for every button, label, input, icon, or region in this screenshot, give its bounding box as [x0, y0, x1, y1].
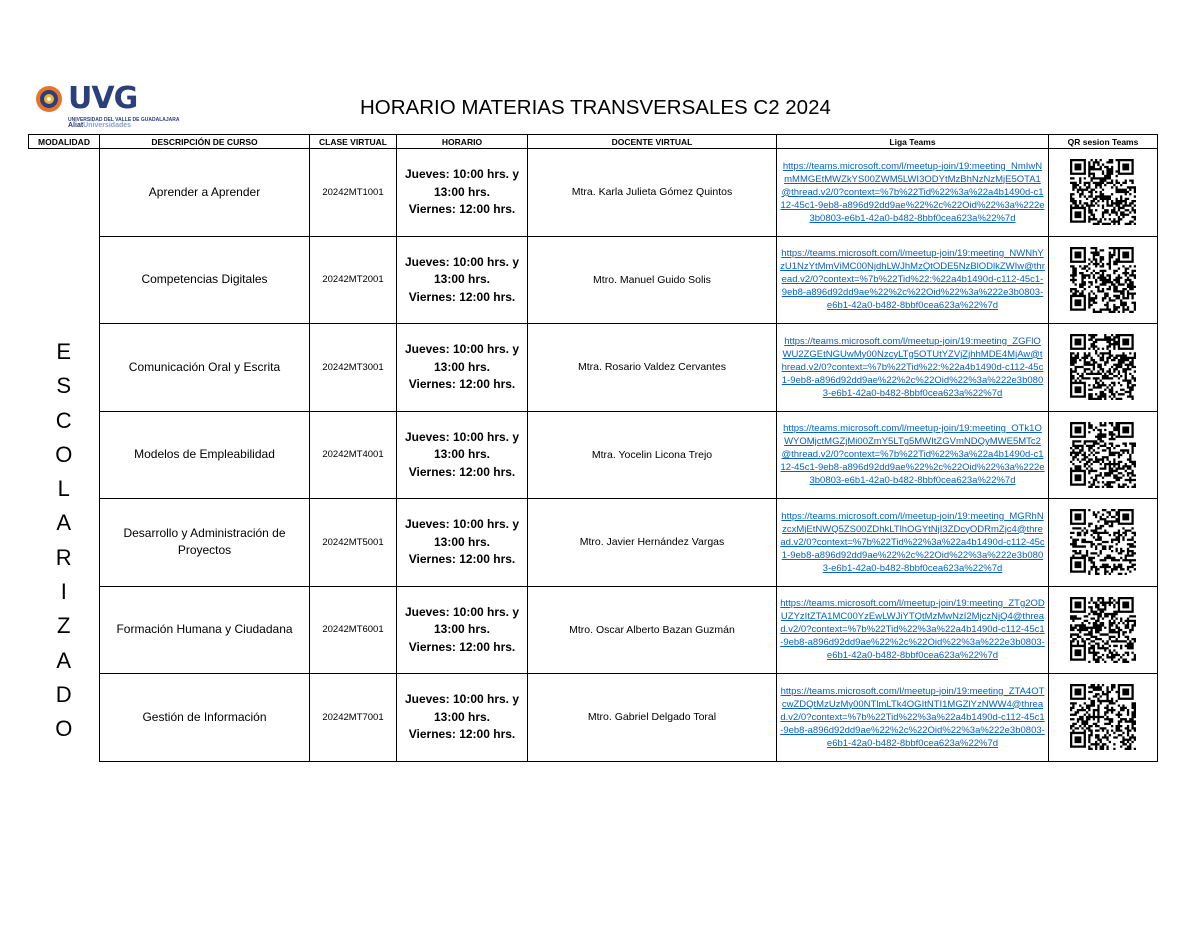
- schedule-line2: 13:00 hrs.: [433, 447, 491, 461]
- table-row: [29, 324, 1158, 412]
- qr-code-icon: [1070, 247, 1136, 313]
- teacher-name: Mtra. Rosario Valdez Cervantes: [528, 324, 777, 412]
- modalidad-letter: D: [55, 681, 72, 707]
- schedule-line3: Viernes: 12:00 hrs.: [408, 639, 516, 654]
- schedule-line3: Viernes: 12:00 hrs.: [408, 464, 516, 479]
- teacher-name: Mtra. Karla Julieta Gómez Quintos: [528, 149, 777, 237]
- header-row: [29, 135, 1158, 149]
- teams-link[interactable]: https://teams.microsoft.com/l/meetup-join/19:meeting_NWNhYzU1NzYtMmViMC00NjdhLWJhMzQtODE5NzBlODlkZWIw@thread.v2/0?context=%7b%22Tid%22:%22a4b1490d-c112-45c1-9eb8-a896d92dd9ae%22%2c%22Oid%22%3a%222e3b0803-e6b1-42a0-b482-8bbf0cea623a%22%7d: [780, 248, 1045, 312]
- schedule-line3: Viernes: 12:00 hrs.: [408, 289, 516, 304]
- qr-cell: [1049, 149, 1158, 237]
- teams-link-cell: [777, 499, 1049, 587]
- teams-link-cell: [777, 411, 1049, 499]
- schedule-line3: Viernes: 12:00 hrs.: [408, 552, 516, 566]
- course-name: Comunicación Oral y Escrita: [100, 324, 310, 412]
- header-descripcion: DESCRIPCIÓN DE CURSO: [100, 135, 310, 149]
- modalidad-letter: I: [60, 579, 67, 605]
- modalidad-letter: O: [55, 441, 73, 467]
- teams-link-cell: [777, 674, 1049, 762]
- qr-cell: [1049, 236, 1158, 324]
- schedule-line3: Viernes: 12:00 hrs.: [408, 202, 516, 216]
- schedule-line1: Jueves: 10:00 hrs. y: [404, 254, 520, 269]
- schedule-line1: Jueves: 10:00 hrs. y: [404, 517, 520, 531]
- modalidad-vertical-text: [29, 149, 100, 747]
- qr-code-icon: [1070, 597, 1136, 663]
- schedule-line1: Jueves: 10:00 hrs. y: [404, 342, 520, 356]
- qr-code-icon: [1070, 422, 1136, 488]
- schedule-cell: [397, 586, 528, 674]
- schedule-cell: [397, 324, 528, 412]
- header-qr: QR sesion Teams: [1049, 135, 1158, 149]
- modalidad-letter: Z: [57, 613, 71, 639]
- modalidad-letter: A: [56, 510, 72, 536]
- qr-cell: [1049, 674, 1158, 762]
- header-modalidad: MODALIDAD: [29, 135, 100, 149]
- modalidad-letter: R: [55, 544, 72, 570]
- teams-link-cell: [777, 149, 1049, 237]
- teams-link[interactable]: https://teams.microsoft.com/l/meetup-join/19:meeting_MGRhNzcxMjEtNWQ5ZS00ZDhkLTlhOGYtNjI3ZDcyODRmZjc4@thread.v2/0?context=%7b%22Tid%22%3a%22a4b1490d-c112-45c1-9eb8-a896d92dd9ae%22%2c%22Oid%22%3a%222e3b0803-e6b1-42a0-b482-8bbf0cea623a%22%7d: [780, 510, 1045, 574]
- teams-link[interactable]: https://teams.microsoft.com/l/meetup-join/19:meeting_ZTg2ODUZYzItZTA1MC00YzEwLWJiYTQtMzMwNzI2MjczNjQ4@thread.v2/0?context=%7b%22Tid%22%3a%22a4b1490d-c112-45c1-9eb8-a896d92dd9ae%22%2c%22Oid%22%3a%222e3b0803-e6b1-42a0-b482-8bbf0cea623a%22%7d: [780, 598, 1045, 662]
- qr-code-icon: [1070, 509, 1136, 575]
- qr-cell: [1049, 324, 1158, 412]
- qr-cell: [1049, 586, 1158, 674]
- modalidad-letter: S: [56, 373, 72, 399]
- class-code: 20242MT2001: [310, 236, 397, 324]
- teams-link[interactable]: https://teams.microsoft.com/l/meetup-join/19:meeting_OTk1OWYOMjctMGZjMi00ZmY5LTg5MWItZGVmNDQyMWE5MTc2@thread.v2/0?context=%7b%22Tid%22%3a%22a4b1490d-c112-45c1-9eb8-a896d92dd9ae%22%2c%22Oid%22%3a%222e3b0803-e6b1-42a0-b482-8bbf0cea623a%22%7d: [780, 423, 1045, 487]
- logo-network: AliatUniversidades: [68, 122, 132, 129]
- schedule-cell: [397, 149, 528, 237]
- qr-code-icon: [1070, 334, 1136, 400]
- course-name: Desarrollo y Administración de Proyectos: [100, 499, 310, 587]
- modalidad-cell: [29, 149, 100, 762]
- teams-link[interactable]: https://teams.microsoft.com/l/meetup-join/19:meeting_NmIwNmMMGEtMWZkYS00ZWM5LWI3ODYtMzBhNzNzMjE5OTA1@thread.v2/0?context=%7b%22Tid%22%3a%22a4b1490d-c112-45c1-9eb8-a896d92dd9ae%22%2c%22Oid%22%3a%222e3b0803-e6b1-42a0-b482-8bbf0cea623a%22%7d: [780, 160, 1045, 224]
- course-name: Modelos de Empleabilidad: [100, 411, 310, 499]
- header-liga: Liga Teams: [777, 135, 1049, 149]
- qr-code-icon: [1070, 684, 1136, 750]
- table-row: [29, 586, 1158, 674]
- schedule-table: [28, 134, 1158, 762]
- teacher-name: Mtro. Oscar Alberto Bazan Guzmán: [528, 586, 777, 674]
- teams-link[interactable]: https://teams.microsoft.com/l/meetup-join/19:meeting_ZTA4OTcwZDQtMzUzMy00NTlmLTk4OGItNTI1MGZlYzNWW4@thread.v2/0?context=%7b%22Tid%22%3a%22a4b1490d-c112-45c1-9eb8-a896d92dd9ae%22%2c%22Oid%22%3a%222e3b0803-e6b1-42a0-b482-8bbf0cea623a%22%7d: [780, 685, 1045, 749]
- class-code: 20242MT3001: [310, 324, 397, 412]
- teams-link[interactable]: https://teams.microsoft.com/l/meetup-join/19:meeting_ZGFlOWU2ZGEtNGUwMy00NzcyLTg5OTUtYZVjZjhhMDE4MjAw@thread.v2/0?context=%7b%22Tid%22:%22a4b1490d-c112-45c1-9eb8-a896d92dd9ae%22%2c%22Oid%22%3a%222e3b0803-e6b1-42a0-b482-8bbf0cea623a%22%7d: [781, 335, 1044, 399]
- modalidad-letter: A: [56, 647, 72, 673]
- modalidad-letter: O: [55, 716, 73, 742]
- schedule-line2: 13:00 hrs.: [433, 709, 491, 724]
- table-row: [29, 149, 1158, 237]
- schedule-line1: Jueves: 10:00 hrs. y: [404, 604, 520, 619]
- class-code: 20242MT7001: [310, 674, 397, 762]
- schedule-line1: Jueves: 10:00 hrs. y: [404, 692, 520, 706]
- header-docente: DOCENTE VIRTUAL: [528, 135, 777, 149]
- course-name: Formación Humana y Ciudadana: [100, 586, 310, 674]
- qr-cell: [1049, 411, 1158, 499]
- qr-cell: [1049, 499, 1158, 587]
- schedule-line2: 13:00 hrs.: [433, 622, 491, 636]
- table-row: [29, 499, 1158, 587]
- class-code: 20242MT1001: [310, 149, 397, 237]
- modalidad-letter: C: [55, 407, 72, 433]
- schedule-cell: [397, 411, 528, 499]
- class-code: 20242MT5001: [310, 499, 397, 587]
- uvg-emblem-icon: [34, 84, 64, 114]
- teacher-name: Mtro. Gabriel Delgado Toral: [528, 674, 777, 762]
- schedule-line1: Jueves: 10:00 hrs. y: [404, 429, 520, 444]
- schedule-line2: 13:00 hrs.: [433, 272, 491, 286]
- class-code: 20242MT6001: [310, 586, 397, 674]
- uvg-logo: [34, 81, 180, 130]
- header-clase: CLASE VIRTUAL: [310, 135, 397, 149]
- modalidad-letter: L: [57, 476, 70, 502]
- schedule-cell: [397, 236, 528, 324]
- schedule-cell: [397, 499, 528, 587]
- page-title: HORARIO MATERIAS TRANSVERSALES C2 2024: [360, 96, 831, 119]
- schedule-line2: 13:00 hrs.: [433, 184, 491, 199]
- logo-brand: UVG: [68, 81, 138, 116]
- teams-link-cell: [777, 236, 1049, 324]
- schedule-cell: [397, 674, 528, 762]
- logo-subtitle: UNIVERSIDAD DEL VALLE DE GUADALAJARA: [68, 117, 180, 123]
- course-name: Gestión de Información: [100, 674, 310, 762]
- teams-link-cell: [777, 586, 1049, 674]
- qr-code-icon: [1070, 159, 1136, 225]
- course-name: Competencias Digitales: [100, 236, 310, 324]
- schedule-line2: 13:00 hrs.: [433, 534, 491, 549]
- header-horario: HORARIO: [397, 135, 528, 149]
- teacher-name: Mtro. Javier Hernández Vargas: [528, 499, 777, 587]
- table-row: [29, 674, 1158, 762]
- table-row: [29, 236, 1158, 324]
- schedule-line3: Viernes: 12:00 hrs.: [408, 377, 516, 391]
- course-name: Aprender a Aprender: [100, 149, 310, 237]
- schedule-line1: Jueves: 10:00 hrs. y: [404, 167, 520, 181]
- modalidad-letter: E: [56, 339, 72, 364]
- table-row: [29, 411, 1158, 499]
- schedule-line2: 13:00 hrs.: [433, 359, 491, 374]
- teacher-name: Mtra. Yocelin Licona Trejo: [528, 411, 777, 499]
- class-code: 20242MT4001: [310, 411, 397, 499]
- teams-link-cell: [777, 324, 1049, 412]
- schedule-line3: Viernes: 12:00 hrs.: [408, 727, 516, 741]
- teacher-name: Mtro. Manuel Guido Solis: [528, 236, 777, 324]
